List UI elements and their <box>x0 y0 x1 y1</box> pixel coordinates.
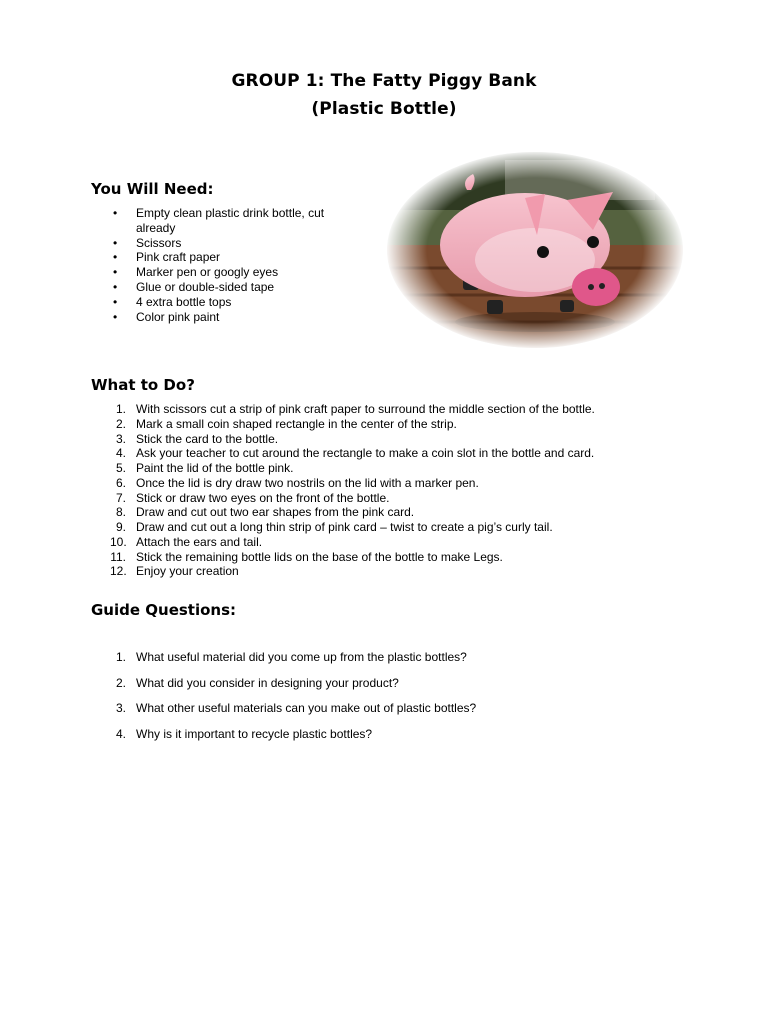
list-item <box>110 446 595 461</box>
list-item <box>110 727 476 741</box>
list-item <box>110 432 595 447</box>
list-text: What other useful materials can you make out of plastic bottles? <box>136 701 477 716</box>
list-item <box>110 402 595 417</box>
list-text: Draw and cut out a long thin strip of pink card – twist to create a pig’s curly tail. <box>136 520 553 534</box>
list-text: Ask your teacher to cut around the rectangle to make a coin slot in the bottle and card. <box>136 446 595 461</box>
list-text: What did you consider in designing your product? <box>136 675 399 690</box>
list-text: Attach the ears and tail. <box>136 534 263 549</box>
list-text: Paint the lid of the bottle pink. <box>136 461 294 475</box>
list-item: • Marker pen or googly eyes <box>110 265 350 280</box>
list-item <box>110 676 476 690</box>
steps-list <box>110 402 595 579</box>
list-number: 5. <box>115 461 126 475</box>
questions-list <box>110 650 476 753</box>
list-number: 3. <box>115 431 126 446</box>
list-text: Why is it important to recycle plastic bottles? <box>136 727 373 742</box>
list-number: 7. <box>115 490 126 505</box>
needs-heading: You Will Need: <box>91 180 214 198</box>
list-item <box>110 491 595 506</box>
list-item <box>110 461 595 476</box>
list-item <box>110 417 595 432</box>
list-number: 4. <box>115 446 126 461</box>
list-text: What useful material did you come up from the plastic bottles? <box>136 650 467 664</box>
list-text: Stick the card to the bottle. <box>136 431 279 446</box>
list-item: • Glue or double-sided tape <box>110 280 350 295</box>
list-text: Once the lid is dry draw two nostrils on the lid with a marker pen. <box>136 475 479 490</box>
list-number: 10. <box>110 534 127 549</box>
list-number: 2. <box>115 416 126 431</box>
steps-heading: What to Do? <box>91 376 195 394</box>
list-number: 11. <box>110 549 126 564</box>
list-text: Mark a small coin shaped rectangle in the center of the strip. <box>136 416 457 431</box>
list-number: 8. <box>115 505 126 520</box>
list-text: Stick the remaining bottle lids on the base of the bottle to make Legs. <box>136 549 503 564</box>
list-number: 3. <box>115 701 126 716</box>
list-item <box>110 550 595 565</box>
list-item: • Pink craft paper <box>110 250 350 265</box>
list-item <box>110 505 595 520</box>
questions-heading: Guide Questions: <box>91 601 237 619</box>
needs-list <box>110 206 350 324</box>
list-item <box>110 701 476 715</box>
list-item <box>110 520 595 535</box>
list-item: • Color pink paint <box>110 310 350 325</box>
list-item: • 4 extra bottle tops <box>110 295 350 310</box>
list-number: 1. <box>115 650 126 664</box>
page-title: GROUP 1: The Fatty Piggy Bank <box>231 71 537 91</box>
list-item <box>110 650 476 664</box>
page-subtitle: (Plastic Bottle) <box>311 99 457 119</box>
list-text: With scissors cut a strip of pink craft paper to surround the middle section of the bottle. <box>136 402 595 416</box>
list-item <box>110 476 595 491</box>
list-text: Stick or draw two eyes on the front of the bottle. <box>136 490 390 505</box>
list-number: 12. <box>110 564 127 579</box>
list-number: 1. <box>115 402 126 416</box>
list-number: 2. <box>115 675 126 690</box>
piggy-bank-photo <box>385 150 685 350</box>
list-number: 9. <box>115 520 126 534</box>
list-number: 4. <box>115 727 126 742</box>
list-item <box>110 535 595 550</box>
list-item: • Empty clean plastic drink bottle, cut already <box>110 206 350 236</box>
list-text: Draw and cut out two ear shapes from the pink card. <box>136 505 415 520</box>
list-item: • Scissors <box>110 236 350 251</box>
list-number: 6. <box>115 475 126 490</box>
list-item <box>110 564 595 579</box>
list-text: Enjoy your creation <box>136 564 239 579</box>
